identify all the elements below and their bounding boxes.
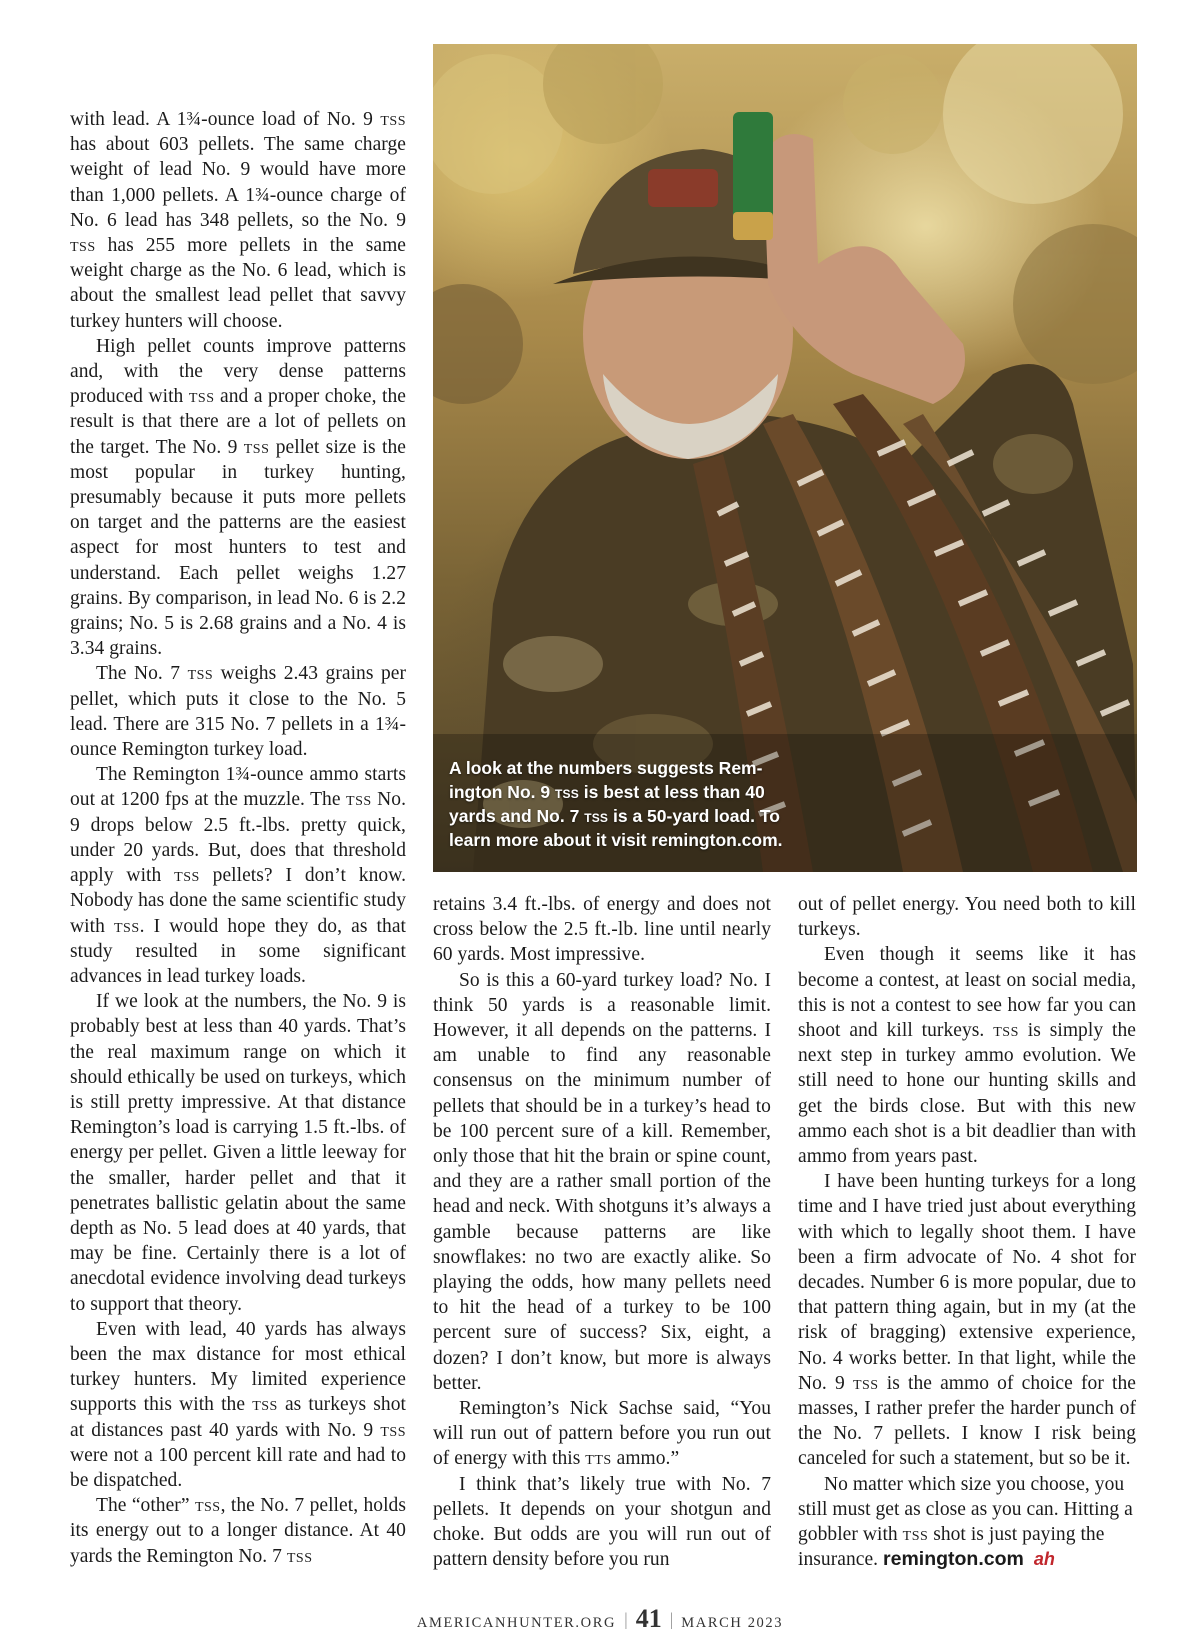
hunter-photo bbox=[433, 44, 1137, 872]
paragraph: with lead. A 1¾-ounce load of No. 9 tss has about 603 pellets. The same charge weight of lead No. 9 would have more than 1,000 pellets. A 1¾-ounce charge of No. 6 lead has 348 pellets, so the No. 9 tss has 255 more pellets in the same weight charge as the No. 6 lead, which is about the smallest lead pellet that savvy turkey hunters will choose. bbox=[70, 109, 406, 332]
american-hunter-logo: ah bbox=[1033, 1549, 1055, 1570]
paragraph: Even though it seems like it has become a contest, at least on social media, this is not a contest to see how far you can shoot and kill turkeys. tss is simply the next step in turkey ammo evolution. We still need to hone our hunting skills and get the birds close. But with this new ammo each shot is a bit deadlier than with ammo from years past. bbox=[798, 944, 1136, 1168]
paragraph: The Remington 1¾-ounce ammo starts out at 1200 fps at the muzzle. The tss No. 9 drops below 2.5 ft.-lbs. pretty quick, under 20 yards. But, does that threshold apply with tss pellets? I don’t know. Nobody has done the same scientific study with tss. I would hope they do, as that study resulted in some significant advances in lead turkey loads. bbox=[70, 764, 406, 987]
paragraph: retains 3.4 ft.-lbs. of energy and does not cross below the 2.5 ft.-lb. line until nearly 60 yards. Most impressive. bbox=[433, 894, 771, 966]
page-footer bbox=[0, 1604, 1200, 1634]
article-column-middle bbox=[433, 892, 771, 1572]
paragraph: I have been hunting turkeys for a long time and I have tried just about everything with which to legally shoot them. I have been a firm advocate of No. 4 shot for decades. Number 6 is more popular, due to that pattern thing again, but in my (at the risk of bragging) extensive experience, No. 4 works better. In that light, while the No. 9 tss is the ammo of choice for the masses, I rather prefer the harder punch of the No. 7 pellets. I know I risk being canceled for such a statement, but so be it. bbox=[798, 1171, 1136, 1470]
page-number: 41 bbox=[635, 1604, 662, 1633]
shotshell-brass bbox=[733, 212, 773, 240]
paragraph: I think that’s likely true with No. 7 pellets. It depends on your shotgun and choke. But odds are you will run out of pattern density before you run bbox=[433, 1473, 771, 1571]
paragraph: No matter which size you choose, you still must get as close as you can. Hitting a gobbler with tss shot is just paying the insurance. remington.com ah bbox=[798, 1473, 1133, 1571]
paragraph: out of pellet energy. You need both to kill turkeys. bbox=[798, 894, 1136, 941]
article-column-left bbox=[70, 107, 406, 1569]
footer-divider: | bbox=[624, 1609, 628, 1629]
paragraph: High pellet counts improve patterns and, with the very dense patterns produced with tss and a proper choke, the result is that there are a lot of pellets on the target. The No. 9 tss pellet size is the most popular in turkey hunting, presumably because it puts more pellets on target and the patterns are the easiest aspect for most hunters to test and understand. Each pellet weighs 1.27 grains. By comparison, in lead No. 6 is 2.2 grains; No. 5 is 2.68 grains and a No. 4 is 3.34 grains. bbox=[70, 335, 406, 660]
paragraph: The “other” tss, the No. 7 pellet, holds its energy out to a longer distance. At 40 yards the Remington No. 7 tss bbox=[70, 1495, 406, 1567]
signoff-link[interactable]: remington.com bbox=[883, 1548, 1024, 1571]
article-column-right bbox=[798, 892, 1136, 1572]
paragraph: If we look at the numbers, the No. 9 is probably best at less than 40 yards. That’s the real maximum range on which it should ethically be used on turkeys, which is still pretty impressive. At that distance Remington’s load is carrying 1.5 ft.-lbs. of energy per pellet. Given a little leeway for the smaller, harder pellet and that it penetrates ballistic gelatin about the same depth as No. 5 lead does at 40 yards, that may be fine. Certainly there is a lot of anecdotal evidence involving dead turkeys to support that theory. bbox=[70, 991, 406, 1315]
paragraph: The No. 7 tss weighs 2.43 grains per pellet, which puts it close to the No. 5 lead. There are 315 No. 7 pellets in a 1¾-ounce Remington turkey load. bbox=[70, 663, 406, 761]
photo-caption bbox=[449, 756, 794, 852]
cap-logo-patch bbox=[648, 169, 718, 207]
paragraph: So is this a 60-yard turkey load? No. I think 50 yards is a reasonable limit. However, it all depends on the patterns. I am unable to find any reasonable consensus on the minimum number of pellets that should be in a turkey’s head to be 100 percent sure of a kill. Remember, only those that hit the brain or spine count, and they are a rather small portion of the head and neck. With shotguns it’s always a gamble because patterns are like snowflakes: no two are exactly alike. So playing the odds, how many pellets need to hit the head of a turkey to be 100 percent sure of success? Six, eight, a dozen? I don’t know, but more is always better. bbox=[433, 969, 771, 1394]
footer-issue-date: MARCH 2023 bbox=[681, 1615, 784, 1631]
paragraph: Even with lead, 40 yards has always been the max distance for most ethical turkey hunters. My limited experience supports this with the tss as turkeys shot at distances past 40 yards with No. 9 tss were not a 100 percent kill rate and had to be dispatched. bbox=[70, 1318, 406, 1491]
caption-line: yards and No. 7 tss is a 50-yard load. To bbox=[449, 806, 780, 826]
hand bbox=[763, 134, 965, 404]
paragraph: Remington’s Nick Sachse said, “You will run out of pattern before you run out of energy with this tts ammo.” bbox=[433, 1398, 771, 1470]
footer-website: AMERICANHUNTER.ORG bbox=[416, 1615, 617, 1631]
caption-line: A look at the numbers suggests Rem- bbox=[449, 758, 763, 778]
photo-illustration bbox=[433, 44, 1137, 872]
caption-line: learn more about it visit remington.com. bbox=[449, 830, 783, 850]
caption-line: ington No. 9 tss is best at less than 40 bbox=[449, 782, 765, 802]
shotshell bbox=[733, 112, 773, 222]
footer-divider: | bbox=[669, 1609, 674, 1629]
